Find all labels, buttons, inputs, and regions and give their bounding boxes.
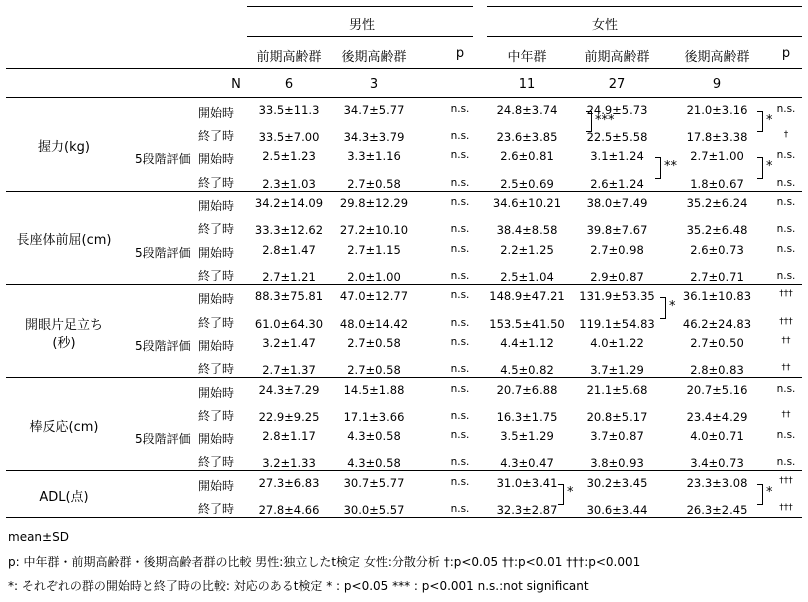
male-sub-rule [247, 36, 473, 37]
sub-label: 5段階評価 [135, 245, 191, 260]
sig-bracket [757, 157, 763, 178]
p-value: n.s. [450, 429, 470, 441]
value-cell: 2.7±0.98 [590, 242, 644, 257]
value-cell: 34.7±5.77 [343, 103, 405, 117]
value-cell: 4.3±0.58 [347, 429, 401, 443]
value-cell: 3.2±1.33 [262, 456, 316, 471]
value-cell: 32.3±2.87 [496, 503, 558, 517]
male-top-rule [247, 6, 473, 7]
section-label: 棒反応(cm) [29, 419, 99, 435]
column-header: p [455, 46, 465, 61]
note-p: p: 中年群・前期高齢群・後期高齢者群の比較 男性:独立したt検定 女性:分散分析 †:p<0.05 ††:p<0.01 †††:p<0.001 [8, 555, 641, 569]
value-cell: 4.0±1.22 [590, 335, 644, 350]
time-label: 終了時 [198, 268, 235, 283]
p-value: n.s. [776, 269, 796, 282]
p-value: n.s. [776, 456, 796, 469]
value-cell: 4.3±0.58 [347, 456, 401, 471]
value-cell: 14.5±1.88 [343, 382, 405, 397]
p-value: n.s. [450, 335, 470, 348]
time-label: 開始時 [198, 338, 235, 353]
value-cell: 33.5±7.00 [258, 130, 320, 145]
value-cell: 38.4±8.58 [496, 223, 558, 238]
value-cell: 1.8±0.67 [690, 176, 744, 191]
time-label: 開始時 [198, 106, 235, 120]
value-cell: 35.2±6.48 [686, 223, 748, 238]
time-label: 開始時 [198, 199, 235, 214]
male-group-label: 男性 [348, 18, 375, 33]
value-cell: 21.0±3.16 [686, 103, 748, 117]
p-value: n.s. [450, 316, 470, 329]
value-cell: 61.0±64.30 [254, 316, 324, 331]
n-value: 9 [712, 77, 722, 92]
value-cell: 34.3±3.79 [343, 130, 405, 145]
p-value: n.s. [450, 289, 470, 302]
n-value: 3 [369, 77, 379, 92]
sig-mark: * [766, 112, 773, 128]
value-cell: 48.0±14.42 [339, 316, 409, 331]
value-cell: 4.5±0.82 [500, 363, 554, 377]
value-cell: 21.1±5.68 [586, 382, 648, 397]
value-cell: 24.9±5.73 [586, 103, 648, 117]
note-mean-sd: mean±SD [8, 530, 69, 544]
value-cell: 22.9±9.25 [258, 409, 320, 424]
value-cell: 2.8±1.17 [262, 429, 316, 443]
n-rule [6, 97, 802, 98]
p-value: n.s. [450, 196, 470, 209]
value-cell: 20.8±5.17 [586, 409, 648, 424]
female-sub-rule [487, 36, 802, 37]
column-header: 後期高齢群 [684, 50, 750, 65]
value-cell: 17.8±3.38 [686, 130, 748, 145]
value-cell: 2.5±1.04 [500, 269, 554, 284]
female-group-label: 女性 [591, 18, 618, 33]
value-cell: 2.7±0.58 [347, 176, 401, 191]
time-label: 終了時 [198, 362, 235, 376]
section-label: 握力(kg) [38, 139, 90, 155]
value-cell: 2.7±0.71 [690, 269, 744, 284]
value-cell: 2.2±1.25 [500, 242, 554, 257]
value-cell: 2.5±0.69 [500, 176, 554, 191]
sig-mark: * [567, 485, 574, 501]
value-cell: 20.7±6.88 [496, 382, 558, 397]
column-header: p [781, 46, 791, 61]
time-label: 終了時 [198, 129, 235, 144]
time-label: 開始時 [198, 245, 235, 260]
time-label: 開始時 [198, 292, 235, 307]
section-label: 長座体前屈(cm) [16, 233, 112, 249]
value-cell: 23.6±3.85 [496, 130, 558, 145]
sig-bracket [757, 484, 763, 505]
value-cell: 39.8±7.67 [586, 223, 648, 238]
section-rule [6, 377, 802, 378]
note-star: *: それぞれの群の開始時と終了時の比較: 対応のあるt検定 * : p<0.05 *** : p<0.001 n.s.:not significant [8, 579, 589, 593]
p-value: n.s. [776, 382, 796, 395]
value-cell: 4.3±0.47 [500, 456, 554, 471]
female-top-rule [487, 6, 802, 7]
section-rule [6, 517, 802, 518]
value-cell: 35.2±6.24 [686, 196, 748, 211]
value-cell: 2.7±1.00 [690, 149, 744, 164]
n-value: 11 [518, 77, 536, 92]
sig-bracket [757, 111, 763, 132]
value-cell: 2.7±0.58 [347, 335, 401, 350]
value-cell: 2.7±1.21 [262, 269, 316, 284]
value-cell: 2.6±1.24 [590, 176, 644, 191]
p-value: † [783, 130, 789, 141]
sig-bracket [586, 111, 592, 132]
value-cell: 2.9±0.87 [590, 269, 644, 284]
section-label: (秒) [52, 335, 76, 351]
column-header: 前期高齢群 [584, 50, 650, 65]
p-value: n.s. [776, 223, 796, 236]
value-cell: 88.3±75.81 [254, 289, 324, 304]
section-rule [6, 191, 802, 192]
value-cell: 148.9±47.21 [489, 289, 565, 304]
sub-label: 5段階評価 [135, 338, 191, 353]
p-value: ††† [779, 503, 793, 513]
p-value: n.s. [776, 149, 796, 162]
p-value: †† [781, 335, 791, 346]
p-value: n.s. [450, 223, 470, 236]
sig-mark: * [766, 485, 773, 501]
value-cell: 29.8±12.29 [339, 196, 409, 211]
p-value: n.s. [450, 456, 470, 469]
sig-mark: *** [595, 112, 615, 128]
time-label: 開始時 [198, 152, 235, 167]
value-cell: 38.0±7.49 [586, 196, 648, 211]
value-cell: 34.6±10.21 [492, 196, 562, 211]
p-value: ††† [779, 316, 793, 327]
n-label: N [231, 77, 241, 92]
value-cell: 17.1±3.66 [343, 409, 405, 424]
time-label: 終了時 [198, 222, 235, 237]
value-cell: 2.3±1.03 [262, 176, 316, 191]
value-cell: 30.7±5.77 [343, 475, 405, 490]
value-cell: 24.3±7.29 [258, 382, 320, 397]
p-value: ††† [779, 289, 793, 300]
p-value: n.s. [450, 103, 470, 115]
time-label: 開始時 [198, 478, 235, 493]
value-cell: 2.8±0.83 [690, 363, 744, 377]
section-rule [6, 284, 802, 285]
time-label: 終了時 [198, 408, 235, 423]
p-value: n.s. [450, 130, 470, 143]
value-cell: 36.1±10.83 [682, 289, 752, 304]
p-value: †† [781, 363, 791, 373]
p-value: n.s. [450, 176, 470, 189]
sig-mark: * [669, 299, 676, 314]
value-cell: 31.0±3.41 [496, 475, 558, 490]
section-rule [6, 470, 802, 471]
value-cell: 4.0±0.71 [690, 429, 744, 443]
value-cell: 2.8±1.47 [262, 242, 316, 257]
n-value: 6 [284, 77, 294, 92]
sub-label: 5段階評価 [135, 432, 191, 446]
value-cell: 23.3±3.08 [686, 475, 748, 490]
value-cell: 2.5±1.23 [262, 149, 316, 164]
p-value: n.s. [450, 503, 470, 515]
value-cell: 153.5±41.50 [489, 316, 565, 331]
sig-bracket [660, 297, 666, 318]
value-cell: 30.0±5.57 [343, 503, 405, 517]
p-value: n.s. [450, 475, 470, 488]
p-value: n.s. [776, 103, 796, 115]
value-cell: 27.8±4.66 [258, 503, 320, 517]
sig-mark: * [766, 159, 773, 174]
column-header: 中年群 [507, 50, 547, 65]
value-cell: 2.6±0.73 [690, 242, 744, 257]
time-label: 終了時 [198, 175, 235, 190]
value-cell: 20.7±5.16 [686, 382, 748, 397]
p-value: n.s. [450, 382, 470, 395]
value-cell: 26.3±2.45 [686, 503, 748, 517]
value-cell: 3.3±1.16 [347, 149, 401, 164]
sig-bracket [558, 484, 564, 505]
sig-bracket [655, 157, 661, 178]
value-cell: 22.5±5.58 [586, 130, 648, 145]
value-cell: 30.6±3.44 [586, 503, 648, 517]
p-value: n.s. [450, 363, 470, 375]
value-cell: 131.9±53.35 [579, 289, 655, 304]
value-cell: 3.8±0.93 [590, 456, 644, 471]
value-cell: 27.2±10.10 [339, 223, 409, 238]
section-label: 開眼片足立ち [24, 317, 103, 333]
value-cell: 33.3±12.62 [254, 223, 324, 238]
p-value: n.s. [776, 196, 796, 209]
value-cell: 3.5±1.29 [500, 429, 554, 443]
sig-mark: ** [664, 159, 677, 174]
value-cell: 2.7±1.37 [262, 363, 316, 377]
column-header: 前期高齢群 [256, 50, 322, 65]
value-cell: 34.2±14.09 [254, 196, 324, 211]
value-cell: 2.7±0.50 [690, 335, 744, 350]
value-cell: 2.0±1.00 [347, 269, 401, 284]
value-cell: 23.4±4.29 [686, 409, 748, 424]
value-cell: 2.6±0.81 [500, 149, 554, 164]
value-cell: 2.7±0.58 [347, 363, 401, 377]
value-cell: 3.7±0.87 [590, 429, 644, 443]
p-value: n.s. [450, 269, 470, 282]
value-cell: 46.2±24.83 [682, 316, 752, 331]
value-cell: 27.3±6.83 [258, 475, 320, 490]
p-value: †† [781, 409, 791, 420]
value-cell: 4.4±1.12 [500, 335, 554, 350]
time-label: 終了時 [198, 455, 235, 470]
time-label: 終了時 [198, 502, 235, 516]
column-header: 後期高齢群 [341, 50, 407, 65]
value-cell: 33.5±11.3 [258, 103, 320, 117]
value-cell: 3.1±1.24 [590, 149, 644, 164]
header-rule [6, 68, 802, 69]
p-value: n.s. [776, 429, 796, 441]
value-cell: 3.2±1.47 [262, 335, 316, 350]
value-cell: 3.4±0.73 [690, 456, 744, 471]
p-value: n.s. [450, 409, 470, 422]
value-cell: 30.2±3.45 [586, 475, 648, 490]
p-value: n.s. [776, 242, 796, 255]
value-cell: 119.1±54.83 [579, 316, 655, 331]
value-cell: 16.3±1.75 [496, 409, 558, 424]
p-value: n.s. [450, 242, 470, 255]
p-value: ††† [779, 475, 793, 486]
value-cell: 24.8±3.74 [496, 103, 558, 117]
section-label: ADL(点) [39, 489, 89, 505]
sub-label: 5段階評価 [135, 152, 191, 167]
value-cell: 2.7±1.15 [347, 242, 401, 257]
time-label: 開始時 [198, 385, 235, 400]
value-cell: 47.0±12.77 [339, 289, 409, 304]
n-value: 27 [608, 77, 626, 92]
p-value: n.s. [450, 149, 470, 162]
p-value: n.s. [776, 176, 796, 189]
time-label: 開始時 [198, 432, 235, 446]
time-label: 終了時 [198, 315, 235, 330]
value-cell: 3.7±1.29 [590, 363, 644, 377]
